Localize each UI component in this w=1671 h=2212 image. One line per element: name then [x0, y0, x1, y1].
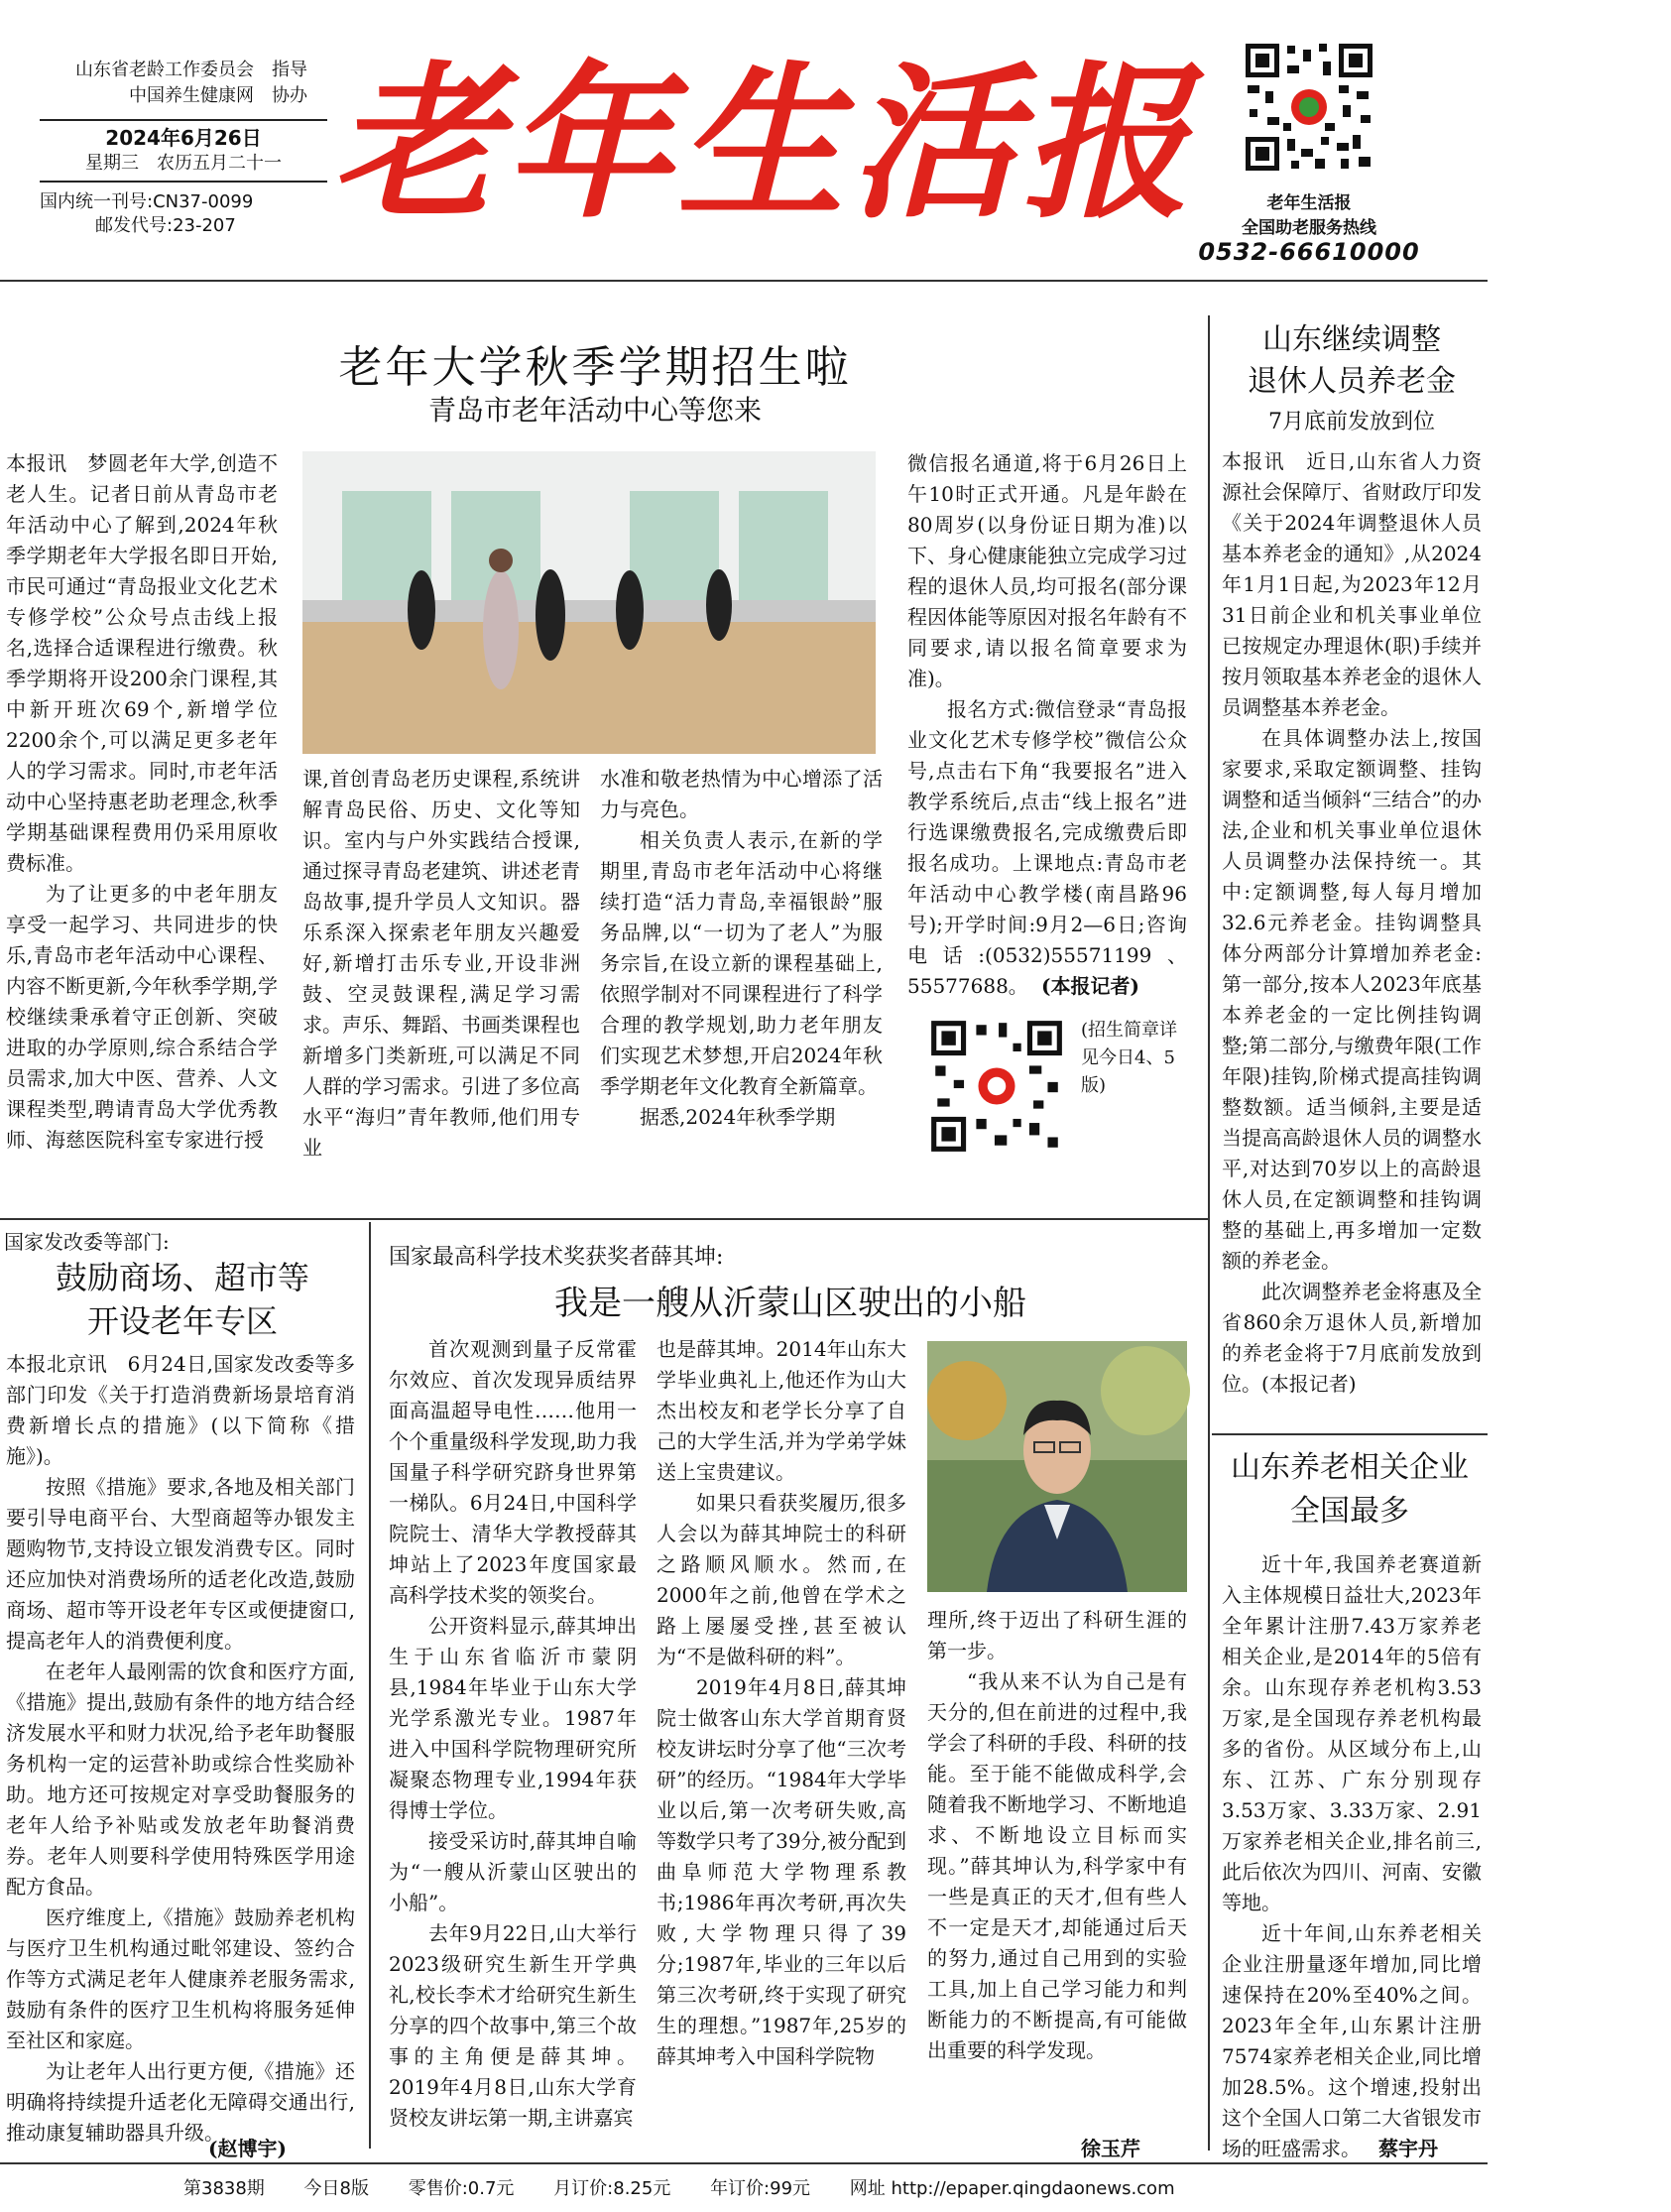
- website-link[interactable]: 网址 http://epaper.qingdaonews.com: [849, 2178, 1175, 2199]
- scientist-paragraph: 也是薛其坤。2014年山东大学毕业典礼上,他还作为山大杰出校友和老学长分享了自己的大学生活,并为学弟学妹送上宝贵建议。: [656, 1337, 906, 1484]
- scientist-kicker: 国家最高科学技术奖获奖者薛其坤:: [389, 1245, 724, 1270]
- masthead-rule: [0, 280, 1488, 282]
- stores-title-line2: 开设老年专区: [86, 1302, 278, 1340]
- qr-note: (招生简章详见今日4、5版): [1081, 1020, 1178, 1096]
- main-paragraph: 相关负责人表示,在新的学期里,青岛市老年活动中心将继续打造“活力青岛,幸福银龄”服务品牌,以“一切为了老人”为服务宗旨,在设立新的课程基础上,依照学制对不同课程进行了科学合理的教学规划,助力老年朋友们实现艺术梦想,开启2024年秋季学期老年文化教育全新篇章。: [600, 828, 883, 1098]
- annual-price: 年订价:99元: [710, 2178, 811, 2199]
- industry-body: [1222, 1549, 1482, 2164]
- scientist-paragraph: 公开资料显示,薛其坤出生于山东省临沂市蒙阴县,1984年毕业于山东大学光学系激光专业。1987年进入中国科学院物理研究所凝聚态物理专业,1994年获得博士学位。: [389, 1614, 637, 1822]
- signup-qr-icon[interactable]: [927, 1017, 1066, 1156]
- right-column-rule: [1208, 315, 1210, 2151]
- date-box: [40, 119, 327, 183]
- dance-class-photo: [302, 451, 876, 754]
- hotline-label: 全国助老服务热线: [1242, 218, 1376, 238]
- scientist-headline: 我是一艘从沂蒙山区驶出的小船: [554, 1284, 1026, 1323]
- pension-subheadline: 7月底前发放到位: [1268, 410, 1435, 434]
- scientist-paragraph: 如果只看获奖履历,很多人会以为薛其坤院士的科研之路顺风顺水。然而,在2000年之前,他曾在学术之路上屡屡受挫,甚至被认为“不是做科研的料”。: [656, 1491, 906, 1668]
- stores-paragraph: 在老年人最刚需的饮食和医疗方面,《措施》提出,鼓励有条件的地方结合经济发展水平和财力状况,给予老年助餐服务机构一定的运营补助或综合性奖励补助。地方还可按规定对享受助餐服务的老年人给予补贴或发放老年助餐消费券。老年人则要科学使用特殊医学用途配方食品。: [6, 1659, 355, 1899]
- main-paragraph: 课,首创青岛老历史课程,系统讲解青岛民俗、历史、文化等知识。室内与户外实践结合授课,通过探寻青岛老建筑、讲述老青岛故事,提升学员人文知识。器乐系深入探索老年朋友兴趣爱好,新增打击乐专业,开设非洲鼓、空灵鼓课程,满足学习需求。声乐、舞蹈、书画类课程也新增多门类新班,可以满足不同人群的学习需求。引进了多位高水平“海归”青年教师,他们用专业: [302, 767, 580, 1160]
- main-subheadline: 青岛市老年活动中心等您来: [427, 394, 762, 427]
- pension-paragraph: 此次调整养老金将惠及全省860余万退休人员,新增加的养老金将于7月底前发放到位。(本报记者): [1222, 1280, 1482, 1396]
- scientist-col-2: [656, 1334, 906, 2143]
- stores-paragraph: 为让老年人出行更方便,《措施》还明确将持续提升适老化无障碍交通出行,推动康复辅助器具升级。: [6, 2059, 355, 2145]
- scientist-paragraph: 首次观测到量子反常霍尔效应、首次发现异质结界面高温超导电性……他用一个个重量级科学发现,助力我国量子科学研究跻身世界第一梯队。6月24日,中国科学院院士、清华大学教授薛其坤站上了2023年度国家最高科学技术奖的领奖台。: [389, 1337, 637, 1607]
- registration: [40, 190, 327, 238]
- pension-paragraph: 本报讯 近日,山东省人力资源社会保障厅、省财政厅印发《关于2024年调整退休人员基本养老金的通知》,从2024年1月1日起,为2023年12月31日前企业和机关事业单位已按规定办理退休(职)手续并按月领取基本养老金的退休人员调整基本养老金。: [1222, 449, 1482, 719]
- qr-code-icon[interactable]: [1242, 40, 1376, 175]
- assist-org: 中国养生健康网 协办: [129, 85, 307, 106]
- stores-paragraph: 本报北京讯 6月24日,国家发改委等多部门印发《关于打造消费新场景培育消费新增长点的措施》(以下简称《措施》)。: [6, 1352, 355, 1468]
- scientist-paragraph: 2019年4月8日,薛其坤院士做客山东大学首期育贤校友讲坛时分享了他“三次考研”的经历。“1984年大学毕业以后,第一次考研失败,高等数学只考了39分,被分配到曲阜师范大学物理系教书;1986年再次考研,再次失败,大学物理只得了39分;1987年,毕业的三年以后第三次考研,终于实现了研究生的理想。”1987年,25岁的薛其坤考入中国科学院物: [656, 1675, 906, 2068]
- hotline-block: [1190, 188, 1428, 266]
- monthly-price: 月订价:8.25元: [553, 2178, 671, 2199]
- scientist-paragraph: “我从来不认为自己是有天分的,但在前进的过程中,我学会了科研的手段、科研的技能。至于能不能做成科学,会随着我不断地学习、不断地追求、不断地设立目标而实现。”薛其坤认为,科学家中有一些是真正的天才,但有些人不一定是天才,却能通过后天的努力,通过自己用到的实验工具,加上自己学习能力和判断能力的不断提高,有可能做出重要的科学发现。: [927, 1669, 1187, 2062]
- main-paragraph: 本报讯 梦圆老年大学,创造不老人生。记者日前从青岛市老年活动中心了解到,2024年秋季学期老年大学报名即日开始,市民可通过“青岛报业文化艺术专修学校”公众号点击线上报名,选择合适课程进行缴费。秋季学期将开设200余门课程,其中新开班次69个,新增学位2200余个,可以满足更多老年人的学习需求。同时,市老年活动中心坚持惠老助老理念,秋季学期基础课程费用仍采用原收费标准。: [6, 451, 278, 875]
- scientist-paragraph: 理所,终于迈出了科研生涯的第一步。: [927, 1608, 1187, 1662]
- middle-rule: [0, 1218, 1208, 1220]
- qr-caption: 老年生活报: [1266, 193, 1352, 213]
- stores-paragraph: 医疗维度上,《措施》鼓励养老机构与医疗卫生机构通过毗邻建设、签约合作等方式满足老年人健康养老服务需求,鼓励有条件的医疗卫生机构将服务延伸至社区和家庭。: [6, 1905, 355, 2052]
- paper-name: 老年生活报: [332, 45, 1195, 241]
- scientist-col-3: [927, 1605, 1187, 2143]
- issue-date: 2024年6月26日: [105, 126, 262, 150]
- main-paragraph: 水准和敬老热情为中心增添了活力与亮色。: [600, 767, 883, 821]
- pension-headline: [1222, 319, 1482, 403]
- pension-title-line1: 山东继续调整: [1262, 322, 1441, 357]
- paper-logo: [332, 28, 1195, 246]
- cn-number: 国内统一刊号:CN37-0099: [40, 191, 254, 212]
- footer-rule: [0, 2162, 1488, 2164]
- main-paragraph: 报名方式:微信登录“青岛报业文化艺术专修学校”微信公众号,点击右下角“我要报名”进入教学系统后,点击“线上报名”进行选课缴费报名,完成缴费后即报名成功。上课地点:青岛市老年活动中心教学楼(南昌路96号);开学时间:9月2—6日;咨询电话:(0532)55571199、55577688。: [907, 697, 1187, 998]
- masthead-info: [40, 58, 327, 238]
- main-paragraph: 微信报名通道,将于6月26日上午10时正式开通。凡是年龄在80周岁(以身份证日期为准)以下、身心健康能独立完成学习过程的退休人员,均可报名(部分课程因体能等原因对报名年龄有不同要求,请以报名简章要求为准)。: [907, 451, 1187, 690]
- main-paragraph: 据悉,2024年秋季学期: [640, 1105, 836, 1129]
- page-count: 今日8版: [303, 2178, 369, 2199]
- scientist-paragraph: 去年9月22日,山大举行2023级研究生新生开学典礼,校长李术才给研究生新生分享的四个故事中,第三个故事的主角便是薛其坤。2019年4月8日,山东大学育贤校友讲坛第一期,主讲嘉宾: [389, 1921, 637, 2130]
- stores-body: [6, 1349, 355, 2143]
- left-bottom-rule: [369, 1222, 371, 2149]
- pension-body: [1222, 446, 1482, 1418]
- stores-paragraph: 按照《措施》要求,各地及相关部门要引导电商平台、大型商超等办银发主题购物节,支持设立银发消费专区。同时还应加快对消费场所的适老化改造,鼓励商场、超市等开设老年专区或便捷窗口,提高老年人的消费便利度。: [6, 1475, 355, 1653]
- stores-title-line1: 鼓励商场、超市等: [55, 1259, 309, 1296]
- scientist-paragraph: 接受采访时,薛其坤自喻为“一艘从沂蒙山区驶出的小船”。: [389, 1829, 637, 1914]
- pension-paragraph: 在具体调整办法上,按国家要求,采取定额调整、挂钩调整和适当倾斜“三结合”的办法,企业和机关事业单位退休人员调整办法保持统一。其中:定额调整,每人每月增加32.6元养老金。挂钩调整具体分两部分计算增加养老金:第一部分,按本人2023年底基本养老金的一定比例挂钩调整;第二部分,与缴费年限(工作年限)挂钩,阶梯式提高挂钩调整数额。适当倾斜,主要是适当提高高龄退休人员的调整水平,对达到70岁以上的高龄退休人员,在定额调整和挂钩调整的基础上,再多增加一定数额的养老金。: [1222, 726, 1482, 1273]
- industry-title-line1: 山东养老相关企业: [1231, 1450, 1469, 1485]
- postal-code: 邮发代号:23-207: [95, 215, 236, 236]
- weekday-lunar: 星期三 农历五月二十一: [85, 153, 282, 174]
- industry-paragraph: 近十年间,山东养老相关企业注册量逐年增加,同比增速保持在20%至40%之间。2023年全年,山东累计注册7574家养老相关企业,同比增加28.5%。这个增速,投射出这个全国人口第二大省银发市场的旺盛需求。: [1222, 1921, 1482, 2160]
- stores-kicker: 国家发改委等部门:: [4, 1230, 170, 1254]
- issue-number: 第3838期: [183, 2178, 265, 2199]
- industry-byline: 蔡宇丹: [1378, 2137, 1438, 2160]
- stores-byline: (赵博宇): [208, 2137, 287, 2160]
- right-section-rule: [1212, 1433, 1488, 1435]
- hotline-number: 0532-66610000: [1198, 238, 1420, 266]
- main-col-3: [600, 764, 883, 1198]
- pension-title-line2: 退休人员养老金: [1248, 364, 1456, 399]
- main-col-2: [302, 764, 580, 1198]
- stores-headline: [4, 1256, 361, 1343]
- scientist-portrait: [927, 1341, 1187, 1592]
- industry-title-line2: 全国最多: [1290, 1494, 1409, 1529]
- main-headline: 老年大学秋季学期招生啦: [338, 342, 852, 393]
- footer: [0, 2174, 1671, 2200]
- main-byline: (本报记者): [1041, 974, 1139, 998]
- guide-org: 山东省老龄工作委员会 指导: [75, 60, 307, 80]
- scientist-col-1: [389, 1334, 637, 2143]
- main-paragraph: 为了让更多的中老年朋友享受一起学习、共同进步的快乐,青岛市老年活动中心课程、内容不断更新,今年秋季学期,学校继续秉承着守正创新、突破进取的办学原则,综合系结合学员需求,加大中医、营养、人文课程类型,聘请青岛大学优秀教师、海慈医院科室专家进行授: [6, 882, 278, 1152]
- main-col-1: [6, 448, 278, 1198]
- industry-paragraph: 近十年,我国养老赛道新入主体规模日益壮大,2023年全年累计注册7.43万家养老相关企业,是2014年的5倍有余。山东现存养老机构3.53万家,是全国现存养老机构最多的省份。从区域分布上,山东、江苏、广东分别现存3.53万家、3.33万家、2.91万家养老相关企业,排名前三,此后依次为四川、河南、安徽等地。: [1222, 1552, 1482, 1914]
- industry-headline: [1212, 1446, 1488, 1534]
- scientist-byline: 徐玉芹: [1081, 2137, 1140, 2160]
- retail-price: 零售价:0.7元: [408, 2178, 515, 2199]
